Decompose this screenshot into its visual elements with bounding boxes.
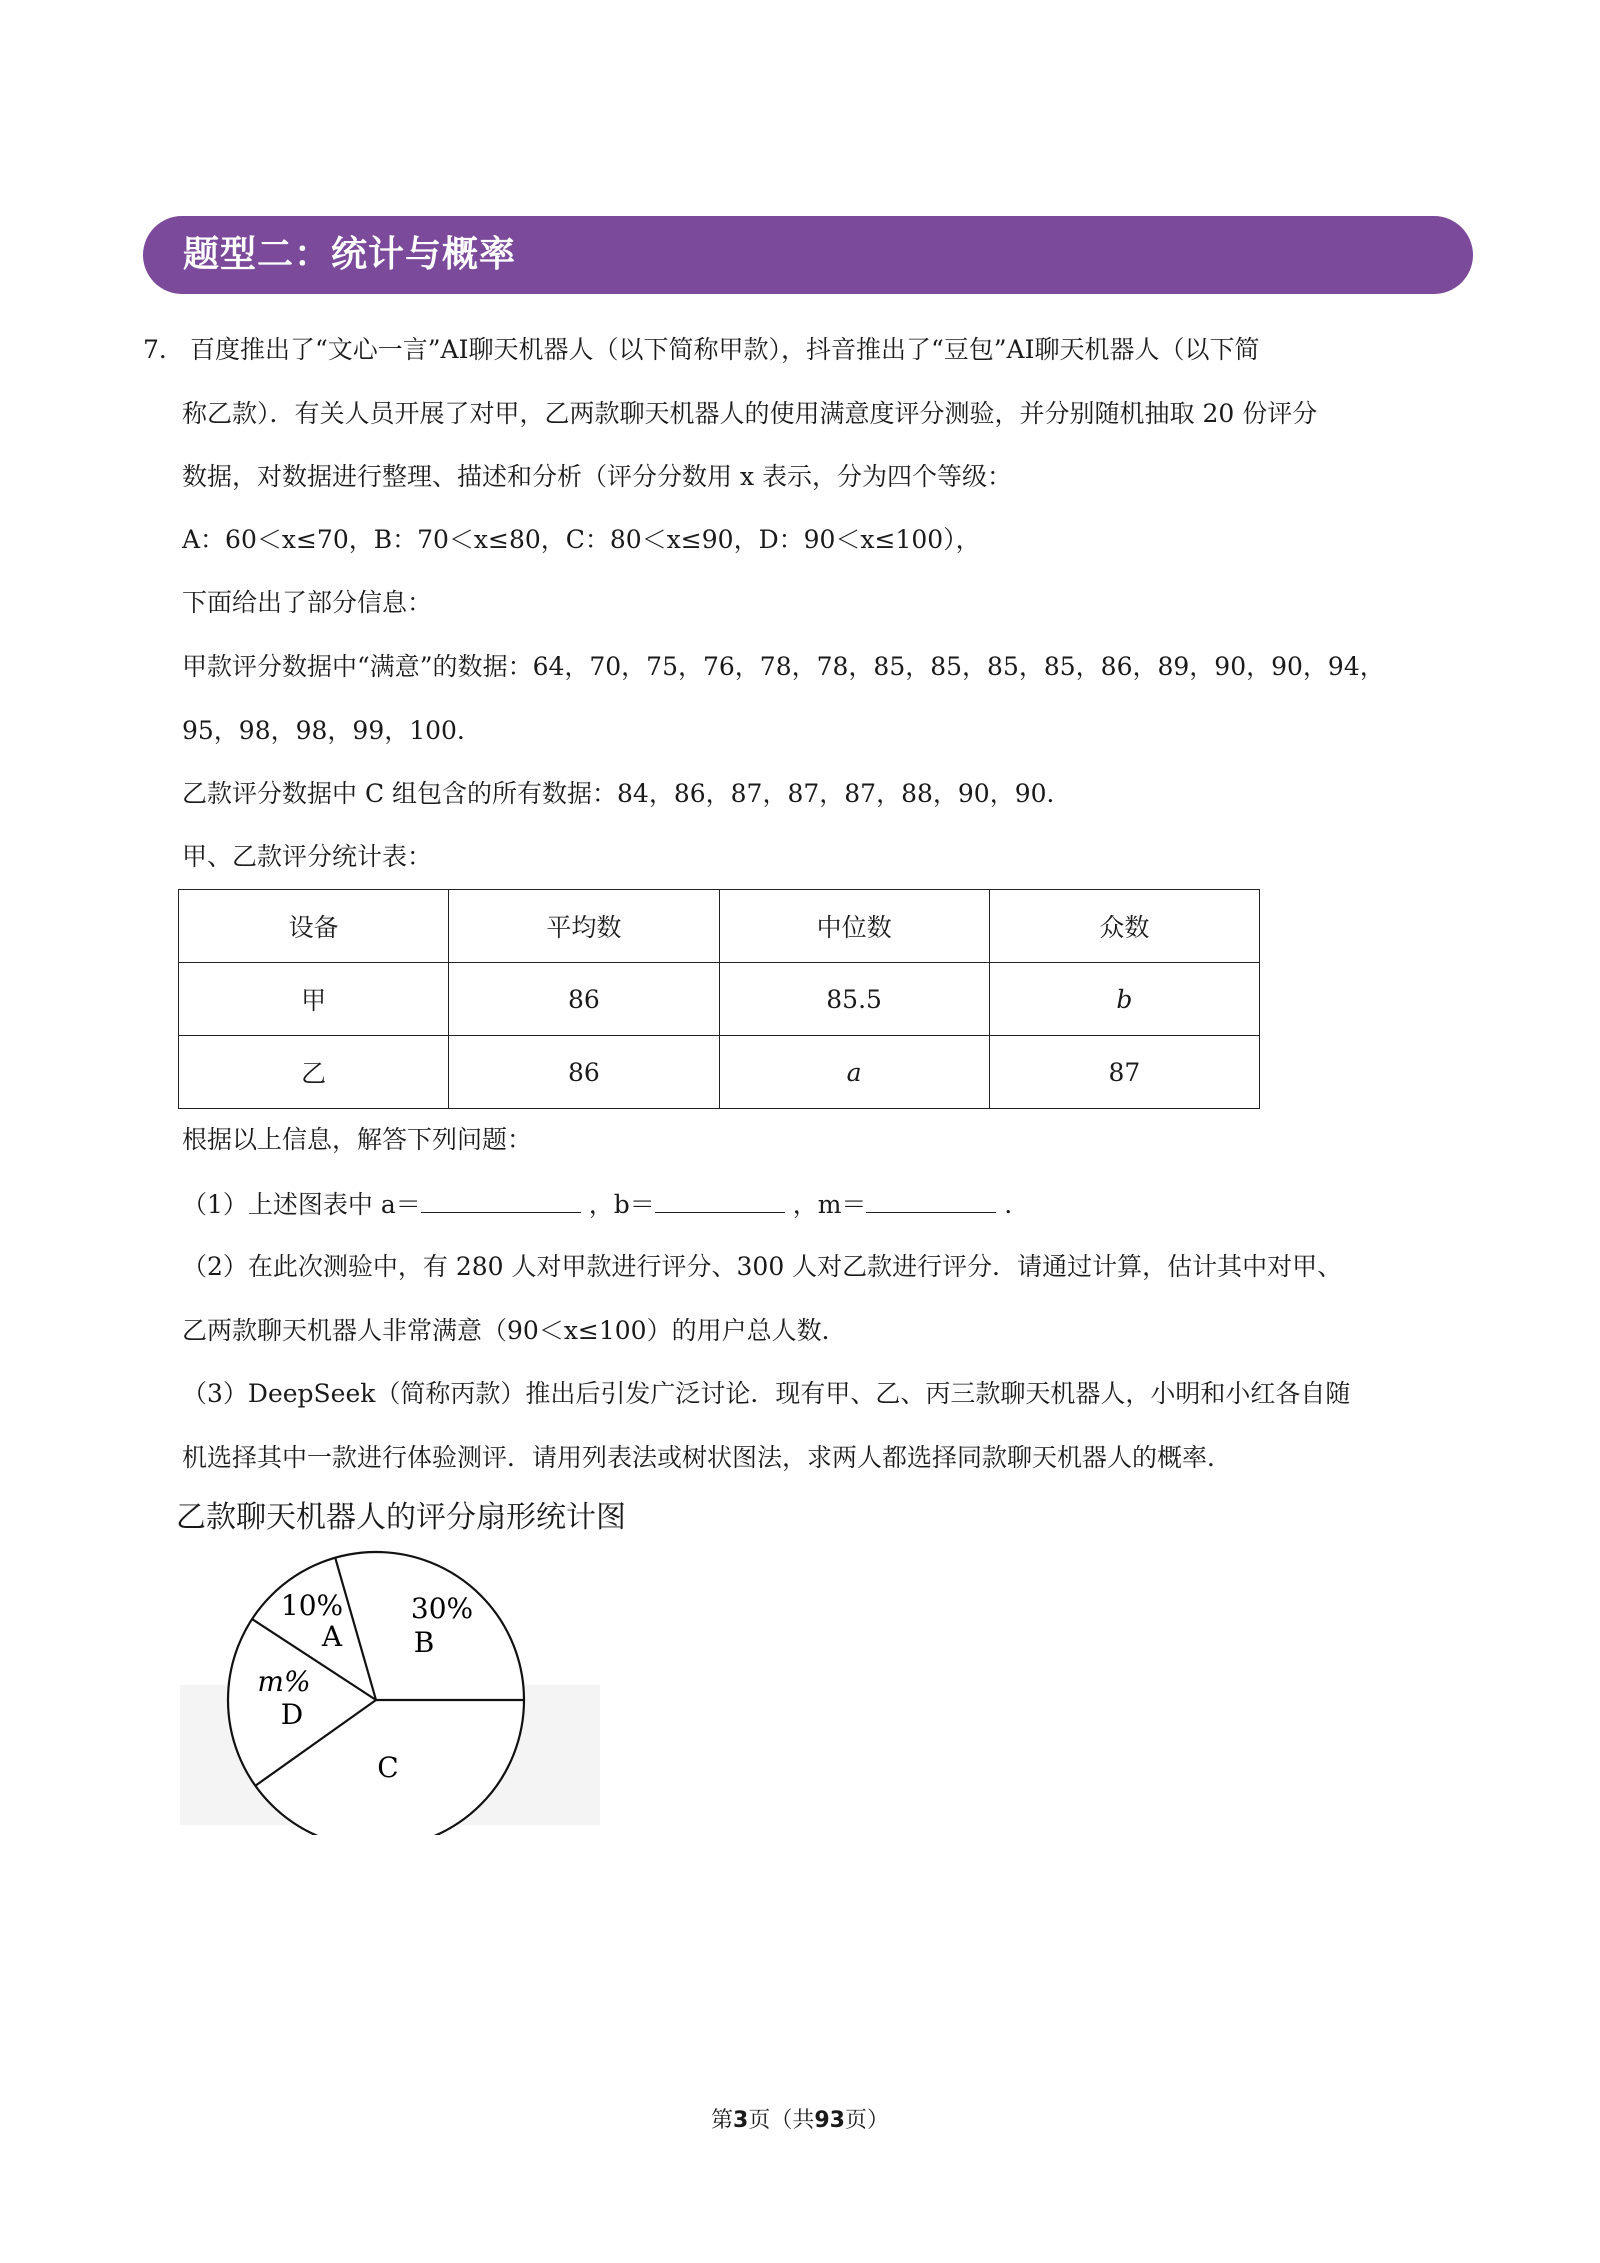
table-cell: b [989,963,1259,1036]
pie-chart-title: 乙款聊天机器人的评分扇形统计图 [176,1500,626,1535]
question-line-1: 百度推出了“文心一言”AI聊天机器人（以下简称甲款），抖音推出了“豆包”AI聊天机器人（以下简 [190,335,1260,364]
slice-a-value: 10% [280,1589,344,1622]
slice-d-value: m% [257,1665,311,1698]
answer-blank-a[interactable] [421,1186,581,1213]
slice-b-label: B [413,1626,435,1659]
question-line-4: A：60＜x≤70，B：70＜x≤80，C：80＜x≤90，D：90＜x≤100）， [182,525,981,554]
table-cell: a [719,1036,989,1109]
table-cell: 甲 [179,963,449,1036]
pie-chart [180,1535,620,1835]
section-title: 题型二：统计与概率 [183,234,517,275]
question-line-2: 称乙款）．有关人员开展了对甲，乙两款聊天机器人的使用满意度评分测验，并分别随机抽取 20 份评分 [182,399,1318,428]
sub-question-3-line-2: 机选择其中一款进行体验测评．请用列表法或树状图法，求两人都选择同款聊天机器人的概率． [182,1443,1233,1472]
footer-total-pages: 93 [814,2108,845,2133]
q1-b-label: ，b＝ [588,1190,655,1219]
stats-table [178,889,1260,1109]
q1-a-label: a＝ [380,1190,421,1219]
slice-a-label: A [321,1620,343,1653]
table-header-cell: 平均数 [449,890,719,963]
table-cell: 85.5 [719,963,989,1036]
q1-prefix: （1）上述图表中 [182,1190,373,1219]
table-header-row [179,890,1260,963]
slice-d-label: D [280,1698,304,1731]
section-banner [143,216,1473,294]
table-header-cell: 中位数 [719,890,989,963]
answer-blank-m[interactable] [866,1186,996,1213]
slice-b-value: 30% [410,1592,474,1625]
page-footer [0,2106,1600,2136]
answer-blank-b[interactable] [655,1186,785,1213]
sub-question-3-line-1: （3）DeepSeek（简称丙款）推出后引发广泛讨论．现有甲、乙、丙三款聊天机器人，小明和小红各自随 [182,1379,1351,1408]
question-line-5: 下面给出了部分信息： [182,588,433,617]
sub-question-2-line-2: 乙两款聊天机器人非常满意（90＜x≤100）的用户总人数． [182,1316,847,1345]
table-cell: 86 [449,1036,719,1109]
footer-prefix: 第 [711,2108,734,2133]
table-header-cell: 设备 [179,890,449,963]
table-row [179,1036,1260,1109]
sub-question-2-line-1: （2）在此次测验中，有 280 人对甲款进行评分、300 人对乙款进行评分．请通过计算，估计其中对甲、 [182,1252,1343,1281]
table-header-cell: 众数 [989,890,1259,963]
table-cell: 87 [989,1036,1259,1109]
footer-page-number: 3 [733,2108,749,2133]
footer-middle: 页（共 [748,2108,815,2133]
sub-question-1 [182,1186,1029,1223]
table-row [179,963,1260,1036]
question-line-7: 95，98，98，99，100． [182,716,482,745]
question-line-6: 甲款评分数据中“满意”的数据：64，70，75，76，78，78，85，85，85，85，86，89，90，90，94， [182,652,1385,681]
question-line-8: 乙款评分数据中 C 组包含的所有数据：84，86，87，87，87，88，90，90． [182,779,1072,808]
slice-c-label: C [377,1751,399,1784]
answer-intro: 根据以上信息，解答下列问题： [182,1125,533,1154]
question-number: 7． [143,335,184,364]
table-cell: 86 [449,963,719,1036]
q1-end: ． [1004,1190,1030,1219]
footer-suffix: 页） [844,2108,889,2133]
question-line-9: 甲、乙款评分统计表： [182,842,433,871]
table-cell: 乙 [179,1036,449,1109]
question-line-3: 数据，对数据进行整理、描述和分析（评分分数用 x 表示，分为四个等级： [182,462,1012,491]
q1-m-label: ，m＝ [792,1190,867,1219]
